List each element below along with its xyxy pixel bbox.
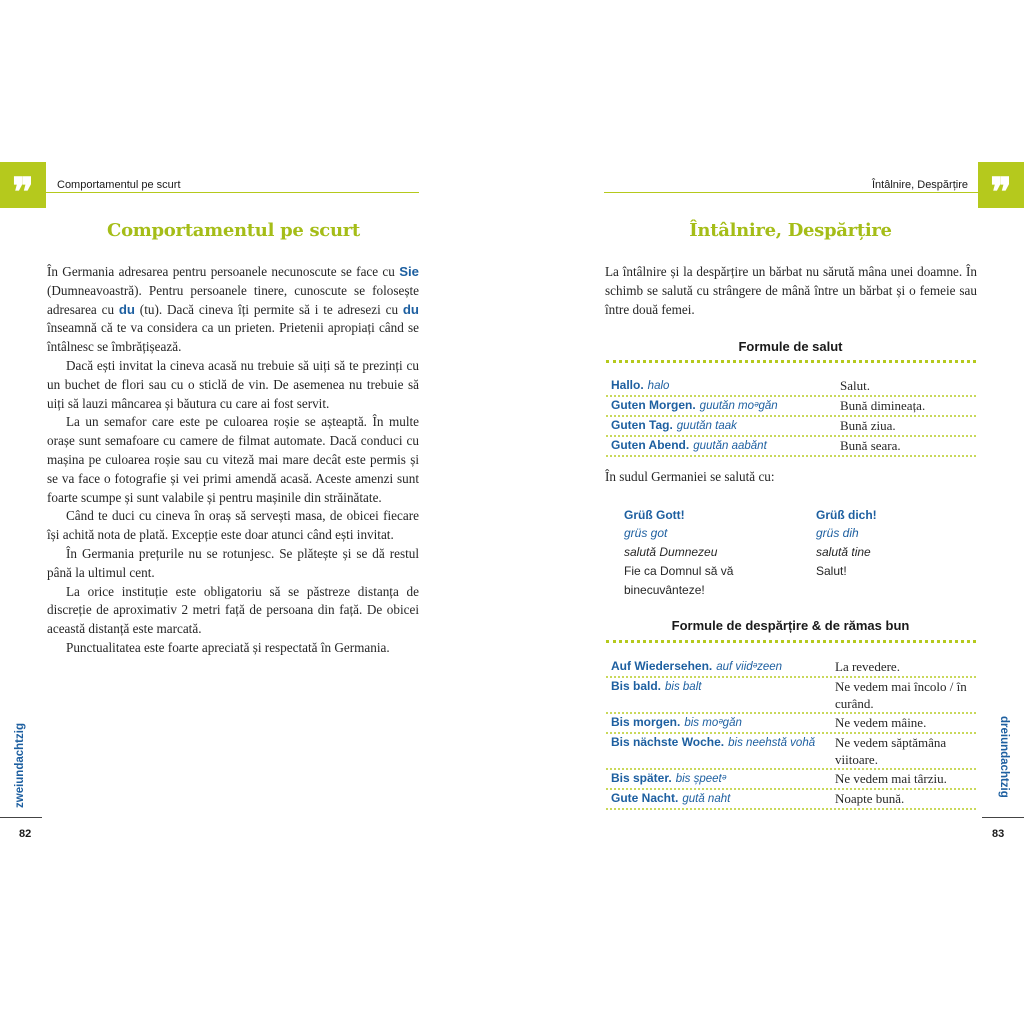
german-phrase (611, 791, 730, 805)
german-phrase (611, 679, 701, 693)
german-phrase (611, 715, 742, 729)
german-word: Guten Tag. (611, 418, 673, 432)
body-paragraph (47, 357, 419, 413)
page-title-left: Comportamentul pe scurt (107, 220, 360, 241)
text-run: Punctualitatea este foarte apreciată și respectată în Germania. (66, 639, 390, 655)
row-divider (606, 808, 976, 810)
south-right-de: Grüß dich! (816, 508, 877, 522)
keyword: du (118, 301, 135, 317)
south-left-meaning: Fie ca Domnul să vă binecuvânteze! (624, 564, 734, 597)
footer-rule-right (982, 817, 1024, 818)
pronunciation: bis moᵊgăn (684, 717, 742, 729)
german-phrase (611, 735, 815, 749)
footer-rule-left (0, 817, 42, 818)
body-paragraph (47, 507, 419, 545)
pronunciation: halo (647, 380, 670, 392)
quote-icon: ❞ (978, 162, 1024, 208)
german-word: Guten Morgen. (611, 398, 696, 412)
german-word: Auf Wiedersehen. (611, 659, 713, 673)
pronunciation: auf viidᵊzeen (716, 661, 783, 673)
page-number-left: 82 (19, 828, 32, 840)
romanian-translation: La revedere. (835, 659, 900, 674)
german-phrase (611, 771, 726, 785)
text-run: La orice instituție este obligatoriu să se păstreze distanța de discreție de aproximativ 2 metri față de persoana din față. De obicei această distanță este marcată. (47, 583, 419, 637)
romanian-translation: Ne vedem mâine. (835, 715, 927, 730)
german-word: Bis morgen. (611, 715, 681, 729)
body-paragraph (47, 263, 419, 357)
text-run: (tu). Dacă cineva îți permite să i te adresezi cu (134, 301, 403, 317)
german-phrase (611, 398, 778, 412)
running-header-right: Întâlnire, Despărțire (872, 179, 968, 191)
south-left-de: Grüß Gott! (624, 508, 685, 522)
keyword: Sie (399, 264, 419, 279)
page-title-right: Întâlnire, Despărțire (689, 220, 892, 241)
pronunciation: guutăn aabănt (693, 440, 767, 452)
keyword: du (402, 301, 419, 317)
german-phrase (611, 438, 767, 452)
pronunciation: gută naht (682, 793, 731, 805)
quote-icon: ❞ (0, 162, 46, 208)
german-phrase (611, 378, 669, 392)
south-right-meaning: Salut! (816, 564, 847, 578)
romanian-translation: Salut. (840, 378, 870, 393)
south-intro: În sudul Germaniei se salută cu: (605, 469, 775, 484)
text-run: În Germania prețurile nu se rotunjesc. Se plătește și se dă restul până la ultimul cent. (47, 545, 419, 580)
greetings-heading: Formule de salut (738, 339, 843, 354)
side-word-left: zweiundachtzig (14, 723, 26, 808)
dotted-divider (606, 360, 976, 363)
pronunciation: guutăn moᵊgăn (699, 400, 778, 412)
pronunciation: bis neehstă vohă (728, 737, 816, 749)
body-paragraph (47, 583, 419, 639)
pronunciation: guutăn taak (676, 420, 737, 432)
romanian-translation: Noapte bună. (835, 791, 905, 806)
romanian-translation: Bună seara. (840, 438, 901, 453)
farewell-heading: Formule de despărțire & de rămas bun (671, 618, 910, 633)
body-paragraph (47, 545, 419, 583)
german-phrase (611, 659, 782, 673)
pronunciation: bis balt (665, 681, 702, 693)
body-paragraph (47, 639, 419, 658)
text-run: La un semafor care este pe culoarea roșie se așteaptă. În multe orașe sunt semafoare cu camere de filmat automate. Dacă conduci cu mașina pe culoarea roșie sau cu viteză mai mare decât este permis și se va face o fotografie și vei primi amendă acasă. Aceste amenzi sunt foarte scumpe și sunt valabile și pentru mașinile din străinătate. (47, 414, 419, 505)
text-run: (Dumneavoastră). Pentru persoanele tinere, cunoscute se folosește adresarea cu (47, 282, 419, 317)
german-word: Bis nächste Woche. (611, 735, 725, 749)
south-right-pron: grüs dih (816, 526, 859, 540)
header-rule-right (604, 192, 978, 193)
romanian-translation: Bună dimineața. (840, 398, 926, 413)
page-number-right: 83 (992, 828, 1005, 840)
german-word: Guten Abend. (611, 438, 690, 452)
text-run: Dacă ești invitat la cineva acasă nu trebuie să uiți să te prezinți cu un buchet de flori sau cu o sticlă de vin. De asemenea nu trebuie să uiți să lauzi mâncarea și băutura cu care ai fost servit. (47, 357, 419, 411)
german-word: Gute Nacht. (611, 791, 679, 805)
romanian-translation: Ne vedem săptămâna viitoare. (835, 735, 947, 767)
south-left-pron: grüs got (624, 526, 668, 540)
pronunciation: bis șpeetᵊ (675, 773, 727, 785)
running-header-left: Comportamentul pe scurt (57, 179, 181, 191)
german-word: Hallo. (611, 378, 644, 392)
german-word: Bis bald. (611, 679, 662, 693)
romanian-translation: Bună ziua. (840, 418, 896, 433)
romanian-translation: Ne vedem mai încolo / în curând. (835, 679, 967, 711)
romanian-translation: Ne vedem mai târziu. (835, 771, 947, 786)
left-body-text (47, 263, 419, 658)
side-word-right: dreiundachtzig (998, 716, 1010, 798)
text-run: În Germania adresarea pentru persoanele necunoscute se face cu (47, 264, 400, 279)
intro-paragraph: La întâlnire și la despărțire un bărbat nu sărută mâna unei doamne. În schimb se salută cu strângere de mână între un bărbat și o femeie sau între două femei. (605, 264, 977, 317)
text-run: înseamnă că te va considera ca un prieten. Prietenii apropiați când se întâlnesc se îmbrățișează. (47, 320, 419, 355)
dotted-divider (606, 640, 976, 643)
south-right-literal: salută tine (816, 545, 871, 559)
body-paragraph (47, 413, 419, 507)
text-run: Când te duci cu cineva în oraș să servești masa, de obicei fiecare își achită nota de plată. Excepție este doar atunci când ești invitat. (47, 508, 419, 543)
german-word: Bis später. (611, 771, 672, 785)
header-rule-left (46, 192, 419, 193)
row-divider (606, 455, 976, 457)
south-left-literal: salută Dumnezeu (624, 545, 718, 559)
german-phrase (611, 418, 737, 432)
